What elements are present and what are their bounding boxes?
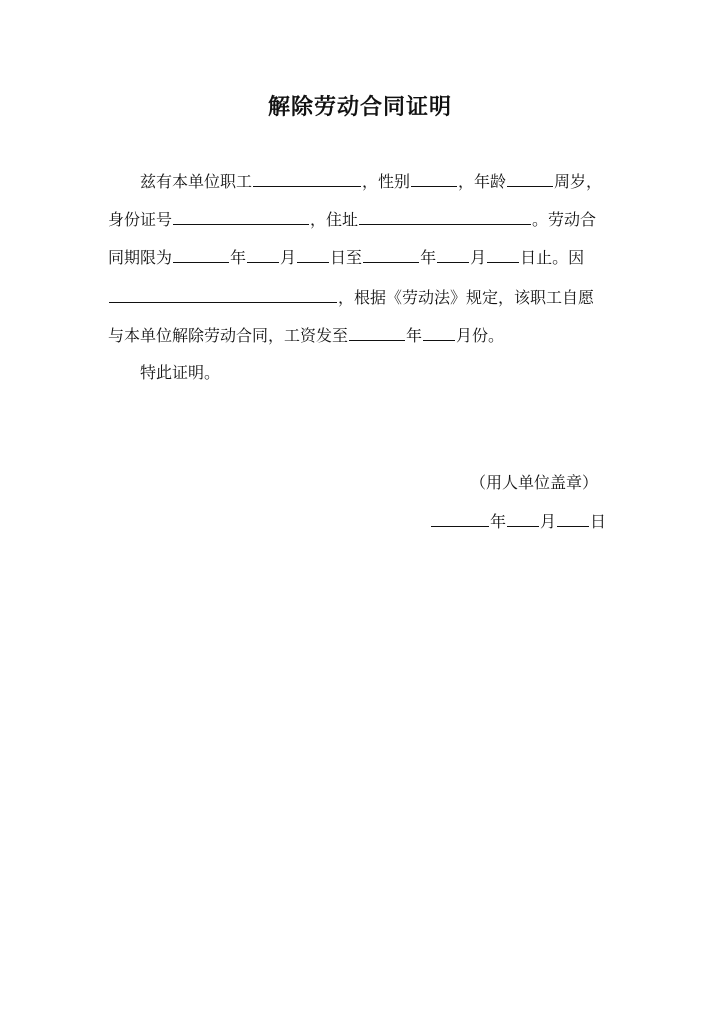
company-stamp-label: （用人单位盖章） bbox=[470, 473, 599, 492]
start-year-blank[interactable] bbox=[173, 244, 229, 263]
text-year-3: 年 bbox=[406, 326, 423, 345]
start-day-blank[interactable] bbox=[297, 244, 329, 263]
text-sign-month: 月 bbox=[540, 512, 557, 531]
document-title: 解除劳动合同证明 bbox=[267, 95, 452, 120]
text-salary-paid: 与本单位解除劳动合同，工资发至 bbox=[108, 326, 349, 345]
salary-month-blank[interactable] bbox=[423, 322, 455, 341]
text-employee-intro: 兹有本单位职工 bbox=[140, 172, 253, 191]
text-sign-year: 年 bbox=[490, 512, 507, 531]
reason-blank[interactable] bbox=[109, 284, 337, 303]
text-year-2: 年 bbox=[420, 248, 437, 267]
text-age-unit: 周岁， bbox=[554, 172, 603, 191]
age-blank[interactable] bbox=[507, 168, 553, 187]
text-month-2: 月 bbox=[470, 248, 487, 267]
end-day-blank[interactable] bbox=[487, 244, 519, 263]
text-year-1: 年 bbox=[230, 248, 247, 267]
text-labor-law: ，根据《劳动法》规定，该职工自愿 bbox=[338, 288, 595, 307]
sign-day-blank[interactable] bbox=[557, 508, 589, 527]
paragraph-line-3 bbox=[108, 244, 584, 270]
address-blank[interactable] bbox=[359, 206, 531, 225]
text-month-1: 月 bbox=[280, 248, 297, 267]
text-gender-label: ，性别 bbox=[362, 172, 411, 191]
text-contract-start: 。劳动合 bbox=[532, 210, 597, 229]
end-month-blank[interactable] bbox=[437, 244, 469, 263]
id-number-blank[interactable] bbox=[173, 206, 309, 225]
text-id-label: 身份证号 bbox=[108, 210, 173, 229]
gender-blank[interactable] bbox=[411, 168, 457, 187]
employee-name-blank[interactable] bbox=[253, 168, 361, 187]
paragraph-line-5 bbox=[108, 322, 504, 348]
text-address-label: ，住址 bbox=[310, 210, 359, 229]
sign-month-blank[interactable] bbox=[507, 508, 539, 527]
salary-year-blank[interactable] bbox=[349, 322, 405, 341]
sign-year-blank[interactable] bbox=[431, 508, 489, 527]
signature-date-line bbox=[430, 508, 606, 534]
paragraph-line-4 bbox=[108, 284, 594, 310]
text-day-to: 日至 bbox=[330, 248, 363, 267]
end-year-blank[interactable] bbox=[363, 244, 419, 263]
paragraph-line-1 bbox=[108, 168, 602, 194]
text-day-end: 日止。因 bbox=[520, 248, 585, 267]
start-month-blank[interactable] bbox=[247, 244, 279, 263]
text-age-label: ，年龄 bbox=[458, 172, 507, 191]
text-hereby-certify: 特此证明。 bbox=[140, 363, 221, 382]
text-month-3: 月份。 bbox=[456, 326, 505, 345]
paragraph-line-2 bbox=[108, 206, 596, 232]
paragraph-line-6 bbox=[108, 360, 220, 386]
text-sign-day: 日 bbox=[590, 512, 607, 531]
text-contract-term: 同期限为 bbox=[108, 248, 173, 267]
